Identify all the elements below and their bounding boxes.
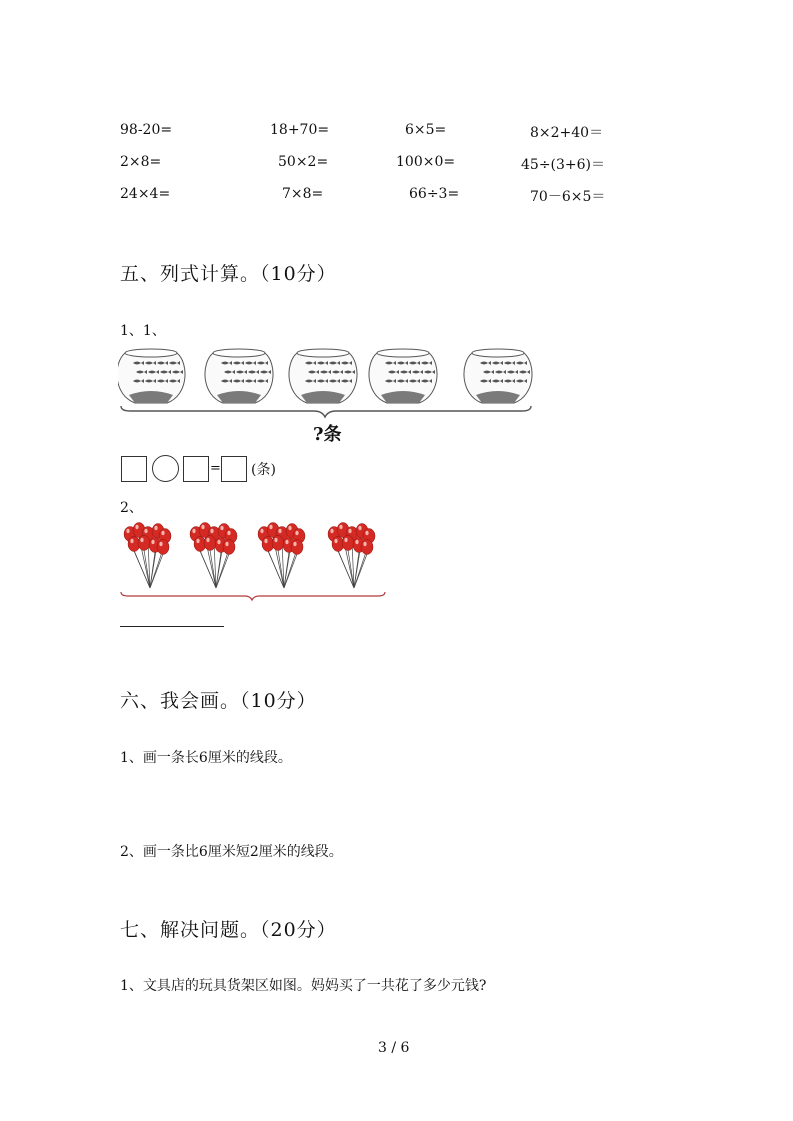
equation: 70－6×5＝ (530, 189, 606, 205)
section6-title: 六、我会画。（10分） (120, 690, 317, 712)
answer-line[interactable] (120, 626, 224, 627)
question-label: 1、1、 (120, 323, 166, 339)
fishbowl-icon (369, 349, 437, 403)
equation: 7×8= (282, 186, 324, 202)
answer-box[interactable] (221, 456, 247, 482)
equation: 18+70= (270, 122, 330, 138)
unit-label: (条) (251, 462, 276, 478)
equation: 8×2+40＝ (530, 125, 604, 141)
equation: 50×2= (278, 154, 329, 170)
equation: 98-20= (120, 122, 173, 138)
fish-total-label: ?条 (313, 424, 342, 445)
equation: 2×8= (120, 154, 162, 170)
balloon-icon (138, 536, 150, 551)
equation: 45÷(3+6)＝ (521, 157, 606, 173)
equals-sign: = (210, 461, 221, 476)
operator-circle[interactable] (152, 455, 179, 482)
balloon-icon (342, 536, 354, 551)
balloon-bunch-icon (258, 523, 305, 589)
brace (121, 592, 385, 600)
balloon-figure (118, 520, 390, 605)
equation: 100×0= (396, 154, 456, 170)
brace (121, 406, 531, 417)
section7-title: 七、解决问题。（20分） (120, 919, 337, 941)
fishbowl-icon (205, 349, 273, 403)
balloon-icon (204, 536, 216, 551)
balloon-bunch-icon (328, 523, 375, 589)
section5-title: 五、列式计算。（10分） (120, 263, 337, 285)
question-text: 1、文具店的玩具货架区如图。妈妈买了一共花了多少元钱? (120, 978, 487, 994)
fishbowl-icon (464, 349, 532, 403)
question-text: 1、画一条长6厘米的线段。 (120, 750, 292, 766)
balloon-bunch-icon (124, 523, 171, 589)
balloon-icon (361, 540, 373, 555)
balloon-icon (272, 536, 284, 551)
question-text: 2、画一条比6厘米短2厘米的线段。 (120, 844, 343, 860)
balloon-icon (223, 540, 235, 555)
fishbowl-icon (289, 349, 357, 403)
equation: 24×4= (120, 186, 171, 202)
fishbowl-icon (118, 349, 185, 403)
balloon-icon (157, 540, 169, 555)
question-label: 2、 (120, 500, 143, 516)
answer-box[interactable] (121, 456, 147, 482)
balloon-bunch-icon (190, 523, 237, 589)
balloon-icon (291, 540, 303, 555)
equation: 66÷3= (409, 186, 460, 202)
answer-box[interactable] (183, 456, 209, 482)
equation: 6×5= (405, 122, 447, 138)
page-number: 3 / 6 (378, 1040, 410, 1056)
